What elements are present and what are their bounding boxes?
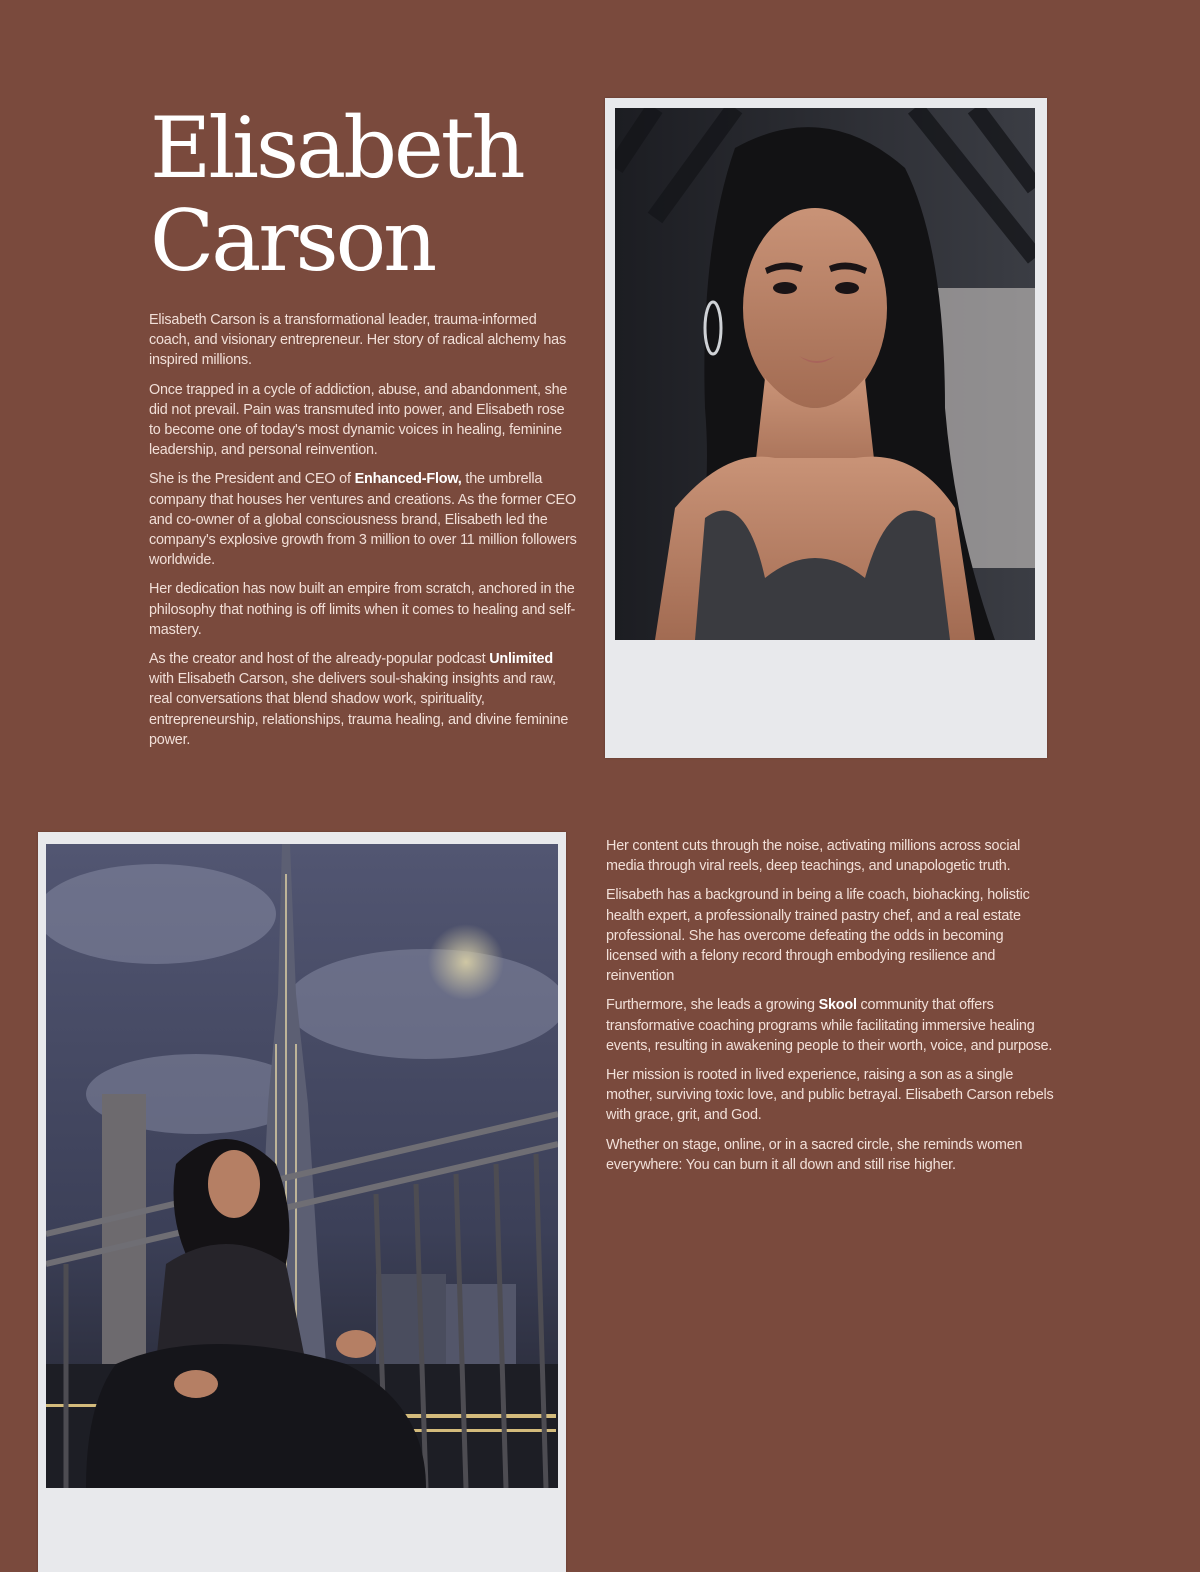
- city-illustration: [46, 844, 558, 1488]
- bio-paragraph: [149, 649, 577, 750]
- portrait-polaroid-frame: [605, 98, 1047, 758]
- bio-text: She is the President and CEO of: [149, 471, 355, 488]
- portrait-photo: [615, 108, 1035, 640]
- bio-text: the umbrella company that houses her ventures and creations. As the former CEO and co-owner of a global consciousness brand, Elisabeth led the company's explosive growth from 3 million to over 11 million followers worldwide.: [149, 471, 577, 569]
- bio-left-column: [149, 310, 577, 759]
- bio-right-column: [606, 836, 1058, 1184]
- bio-text: community that offers transformative coaching programs while facilitating immersive healing events, resulting in awakening people to their worth, voice, and purpose.: [606, 997, 1053, 1054]
- bio-paragraph: Her content cuts through the noise, activating millions across social media through viral reels, deep teachings, and unapologetic truth.: [606, 838, 1021, 875]
- city-night-photo: [46, 844, 558, 1488]
- bio-text: Furthermore, she leads a growing: [606, 997, 819, 1014]
- bio-paragraph: [606, 995, 1058, 1056]
- bio-paragraph: [149, 469, 577, 570]
- bio-paragraph: Whether on stage, online, or in a sacred circle, she reminds women everywhere: You can burn it all down and still rise higher.: [606, 1136, 1023, 1173]
- podcast-name: Unlimited: [489, 651, 553, 668]
- title-first-name: Elisabeth: [150, 99, 523, 197]
- portrait-illustration: [615, 108, 1035, 640]
- bio-paragraph: Her dedication has now built an empire from scratch, anchored in the philosophy that nothing is off limits when it comes to healing and self-mastery.: [149, 581, 576, 638]
- bio-text: with Elisabeth Carson, she delivers soul-shaking insights and raw, real conversations that blend shadow work, spirituality, entrepreneurship, relationships, trauma healing, and divine feminine power.: [149, 671, 569, 748]
- city-polaroid-frame: [38, 832, 566, 1572]
- bio-paragraph: Elisabeth has a background in being a life coach, biohacking, holistic health expert, a professionally trained pastry chef, and a real estate professional. She has overcome defeating the odds in becoming licensed with a felony record through embodying resilience and reinvention: [606, 887, 1030, 985]
- company-name: Enhanced-Flow,: [354, 471, 462, 488]
- title-last-name: Carson: [150, 192, 435, 290]
- bio-paragraph: Elisabeth Carson is a transformational leader, trauma-informed coach, and visionary entrepreneur. Her story of radical alchemy has inspired millions.: [149, 312, 566, 369]
- community-name: Skool: [818, 997, 857, 1014]
- bio-paragraph: Once trapped in a cycle of addiction, abuse, and abandonment, she did not prevail. Pain was transmuted into power, and Elisabeth rose to become one of today's most dynamic voices in healing, feminine leadership, and personal reinvention.: [149, 381, 568, 459]
- bio-paragraph: Her mission is rooted in lived experience, raising a son as a single mother, surviving toxic love, and public betrayal. Elisabeth Carson rebels with grace, grit, and God.: [606, 1067, 1054, 1124]
- bio-text: As the creator and host of the already-popular podcast: [149, 651, 490, 668]
- page-title: [150, 99, 523, 290]
